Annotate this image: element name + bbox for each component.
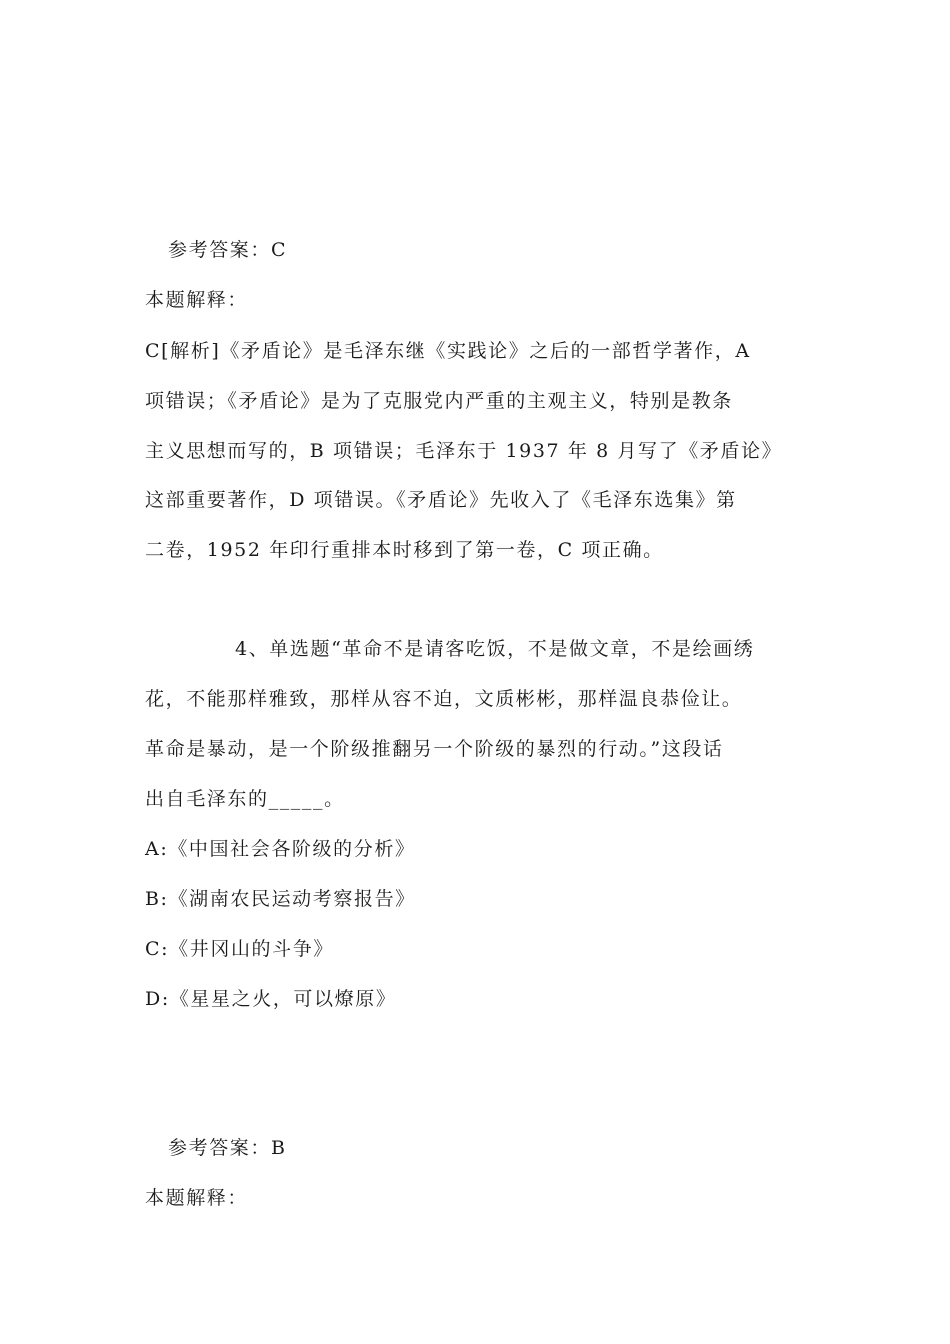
question-stem-line: 革命是暴动，是一个阶级推翻另一个阶级的暴烈的行动。”这段话 — [145, 738, 724, 760]
reference-answer: 参考答案：B — [168, 1137, 287, 1159]
question-stem-line: 出自毛泽东的_____。 — [145, 788, 345, 810]
question-stem-line: 花，不能那样雅致，那样从容不迫，文质彬彬，那样温良恭俭让。 — [145, 688, 743, 710]
explanation-heading: 本题解释： — [145, 289, 249, 311]
option-b: B:《湖南农民运动考察报告》 — [145, 888, 416, 910]
explanation-line: C[解析]《矛盾论》是毛泽东继《实践论》之后的一部哲学著作，A — [145, 340, 751, 362]
explanation-line: 二卷，1952 年印行重排本时移到了第一卷，C 项正确。 — [145, 539, 664, 561]
explanation-line: 主义思想而写的，B 项错误；毛泽东于 1937 年 8 月写了《矛盾论》 — [145, 440, 783, 462]
reference-answer: 参考答案：C — [168, 239, 288, 261]
explanation-line: 这部重要著作，D 项错误。《矛盾论》先收入了《毛泽东选集》第 — [145, 489, 737, 511]
option-d: D:《星星之火，可以燎原》 — [145, 988, 397, 1010]
explanation-heading: 本题解释： — [145, 1187, 249, 1209]
option-c: C:《井冈山的斗争》 — [145, 938, 334, 960]
explanation-line: 项错误；《矛盾论》是为了克服党内严重的主观主义，特别是教条 — [145, 390, 733, 412]
option-a: A:《中国社会各阶级的分析》 — [145, 838, 416, 860]
question-stem-line: 4、单选题“革命不是请客吃饭，不是做文章，不是绘画绣 — [235, 638, 755, 660]
